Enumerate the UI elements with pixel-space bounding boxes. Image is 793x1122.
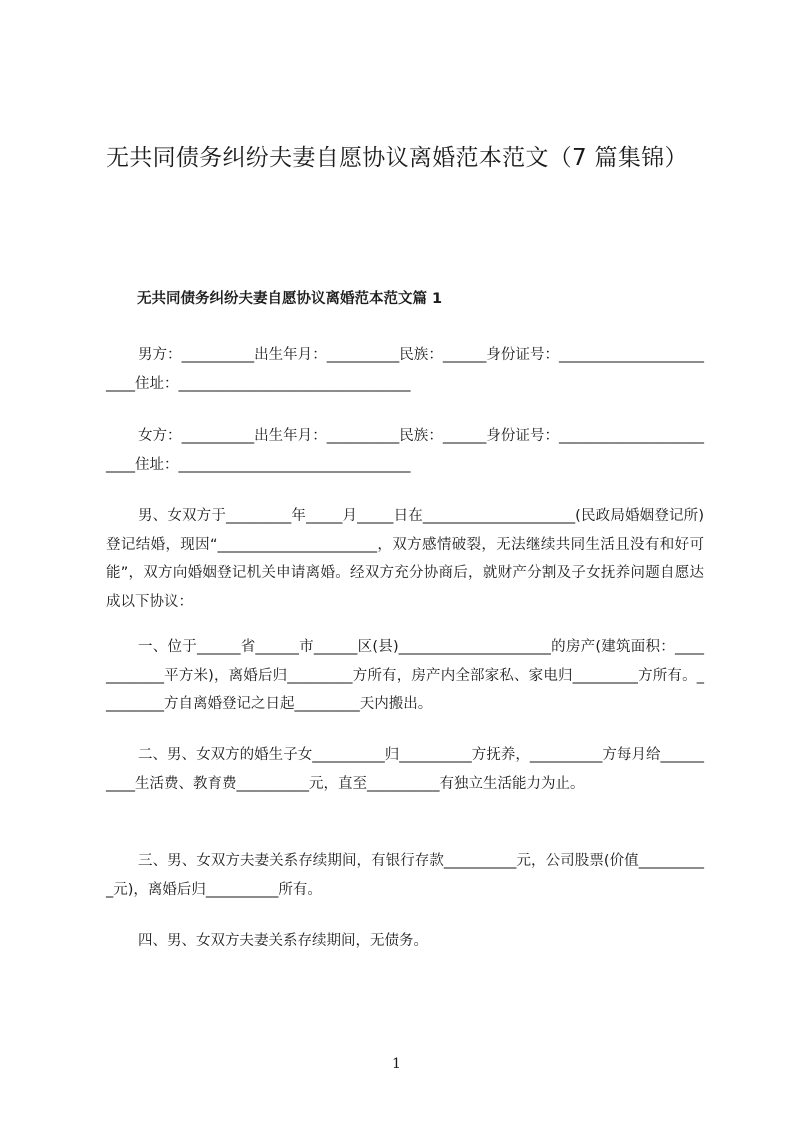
marriage-background-paragraph: 男、女双方于_________年_____月_____日在_____________________(民政局婚姻登记所)登记结婚，现因“______________________，双方感情破裂，无法继续共同生活且没有和好可能”，双方向婚姻登记机关申请离婚。经双方充分协商后，就财产分割及子女抚养问题自愿达成以下协议： xyxy=(106,508,704,610)
clause-one-property: 一、位于______省______市______区(县)_____________________的房产(建筑面积：____________平方米)，离婚后归_________方所有，房产内全部家私、家电归_________方所有。_________方自离婚登记之日起_________天内搬出。 xyxy=(106,639,704,712)
clause-three-savings: 三、男、女双方夫妻关系存续期间，有银行存款__________元，公司股票(价值__________元)，离婚后归__________所有。 xyxy=(106,853,704,898)
male-party-info: 男方：__________出生年月：__________民族：______身份证号：________________________住址：________________________________ xyxy=(106,347,704,392)
document-title: 无共同债务纠纷夫妻自愿协议离婚范本范文（7 篇集锦） xyxy=(106,145,688,171)
clause-four-debts: 四、男、女双方夫妻关系存续期间，无债务。 xyxy=(138,933,428,949)
page-number: 1 xyxy=(392,1056,401,1072)
clause-two-children: 二、男、女双方的婚生子女__________归__________方抚养，__________方每月给__________生活费、教育费__________元，直至__________有独立生活能力为止。 xyxy=(106,747,704,792)
female-party-info: 女方：__________出生年月：__________民族：______身份证号：________________________住址：________________________________ xyxy=(106,428,704,473)
section-title: 无共同债务纠纷夫妻自愿协议离婚范本范文篇 1 xyxy=(137,291,443,307)
